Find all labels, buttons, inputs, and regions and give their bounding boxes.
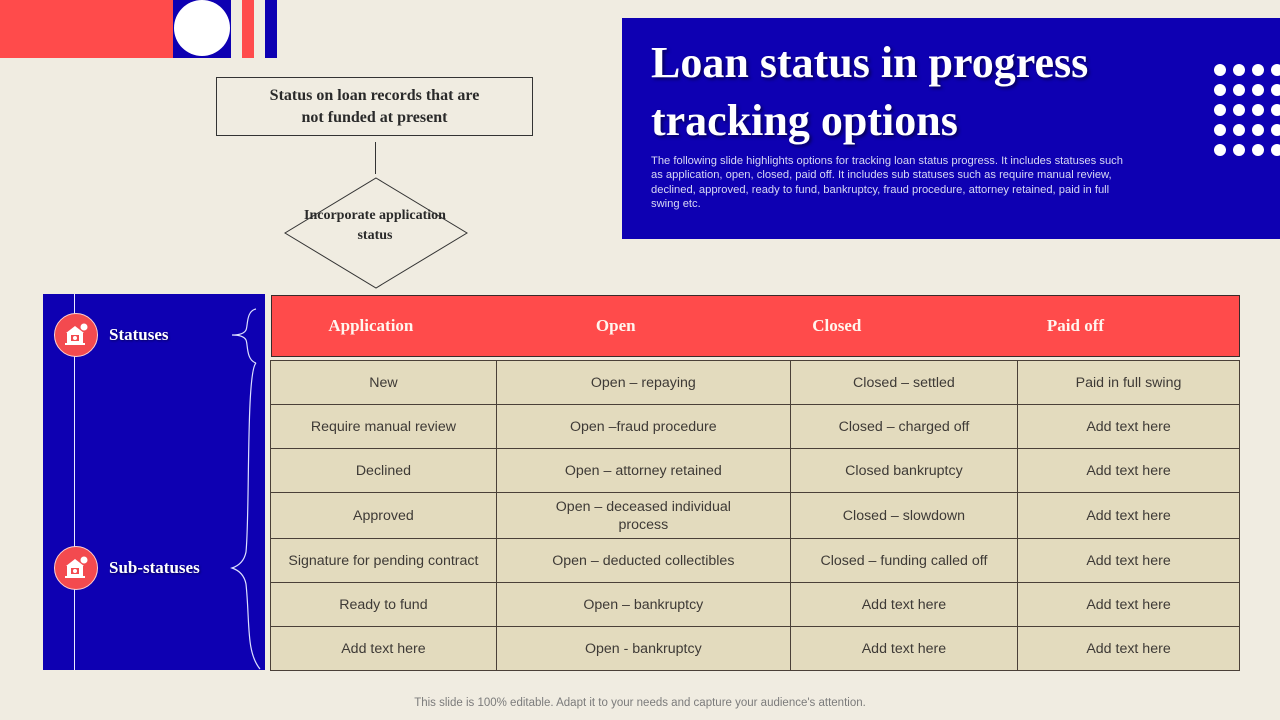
table-cell: Add text here xyxy=(1018,583,1240,627)
dot xyxy=(1214,104,1226,116)
slide-title: Loan status in progress tracking options xyxy=(651,38,1089,145)
table-cell: Closed bankruptcy xyxy=(790,449,1017,493)
dot xyxy=(1233,64,1245,76)
table-row xyxy=(271,539,1240,583)
decor-red-bar xyxy=(0,0,173,58)
status-table xyxy=(270,360,1240,671)
dot xyxy=(1233,124,1245,136)
brace-icon xyxy=(228,362,262,670)
dot xyxy=(1252,84,1264,96)
decor-blue-stripe xyxy=(265,0,277,58)
sidebar-item-sub-statuses: Sub-statuses xyxy=(109,558,200,577)
table-cell: Add text here xyxy=(1018,449,1240,493)
table-row xyxy=(271,361,1240,405)
dot xyxy=(1233,84,1245,96)
flow-box-text: Status on loan records that are not funded at present xyxy=(269,86,480,126)
dot xyxy=(1271,84,1280,96)
dot-grid-decor xyxy=(1214,64,1280,156)
dot xyxy=(1271,104,1280,116)
table-cell: Open – bankruptcy xyxy=(496,583,790,627)
table-cell: Open –fraud procedure xyxy=(496,405,790,449)
table-cell: Approved xyxy=(271,493,497,539)
dot xyxy=(1271,64,1280,76)
brace-icon xyxy=(228,308,258,364)
table-cell: Add text here xyxy=(790,583,1017,627)
dot xyxy=(1233,104,1245,116)
bank-house-icon xyxy=(54,546,98,590)
table-cell: Paid in full swing xyxy=(1018,361,1240,405)
dot xyxy=(1214,64,1226,76)
footer-note: This slide is 100% editable. Adapt it to your needs and capture your audience's attention. xyxy=(414,697,866,709)
table-row xyxy=(271,583,1240,627)
table-row xyxy=(271,493,1240,539)
table-row xyxy=(271,449,1240,493)
table-cell: Closed – slowdown xyxy=(790,493,1017,539)
table-cell: Declined xyxy=(271,449,497,493)
table-cell: Open - bankruptcy xyxy=(496,627,790,671)
dot xyxy=(1233,144,1245,156)
table-row xyxy=(271,405,1240,449)
dot xyxy=(1252,64,1264,76)
flow-process-box xyxy=(216,77,533,136)
table-cell: Open – repaying xyxy=(496,361,790,405)
table-cell: Closed – settled xyxy=(790,361,1017,405)
decision-text: Incorporate application status xyxy=(304,208,446,243)
table-cell: Open – deceased individual process xyxy=(496,493,790,539)
table-cell: Closed – charged off xyxy=(790,405,1017,449)
dot xyxy=(1252,104,1264,116)
dot xyxy=(1252,124,1264,136)
table-cell: Open – attorney retained xyxy=(496,449,790,493)
column-header-paid-off: Paid off xyxy=(1046,316,1105,335)
table-cell: Open – deducted collectibles xyxy=(496,539,790,583)
table-row xyxy=(271,627,1240,671)
table-cell: Add text here xyxy=(1018,493,1240,539)
slide-subtitle: The following slide highlights options for tracking loan status progress. It includes statuses such as application, open, closed, paid off. It includes sub statuses such as require manual review, declined, approved, ready to fund, bankruptcy, fraud procedure, attorney retained, paid in full swing etc. xyxy=(651,155,1123,210)
table-cell: Closed – funding called off xyxy=(790,539,1017,583)
decor-red-stripe xyxy=(242,0,254,58)
column-header-open: Open xyxy=(595,316,636,335)
dot xyxy=(1271,144,1280,156)
dot xyxy=(1214,84,1226,96)
table-cell: Ready to fund xyxy=(271,583,497,627)
table-cell: Add text here xyxy=(790,627,1017,671)
dot xyxy=(1271,124,1280,136)
column-header-closed: Closed xyxy=(812,316,862,335)
table-cell: Signature for pending contract xyxy=(271,539,497,583)
table-cell: Require manual review xyxy=(271,405,497,449)
sidebar-item-statuses: Statuses xyxy=(109,325,169,344)
table-cell: Add text here xyxy=(1018,405,1240,449)
decor-white-circle xyxy=(174,0,230,56)
table-cell: Add text here xyxy=(271,627,497,671)
flow-connector xyxy=(375,142,376,174)
table-cell: Add text here xyxy=(1018,539,1240,583)
bank-house-icon xyxy=(54,313,98,357)
dot xyxy=(1252,144,1264,156)
column-header-application: Application xyxy=(328,316,414,335)
table-header xyxy=(271,295,1240,357)
dot xyxy=(1214,144,1226,156)
table-cell: New xyxy=(271,361,497,405)
table-cell: Add text here xyxy=(1018,627,1240,671)
dot xyxy=(1214,124,1226,136)
